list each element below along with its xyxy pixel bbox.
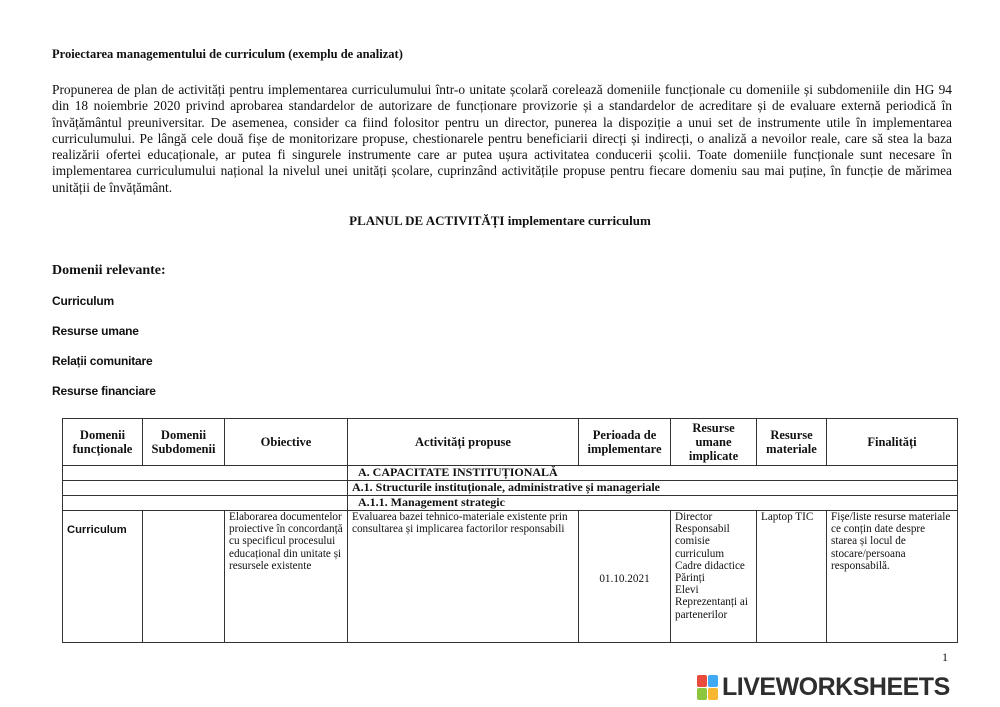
domain-item-resurse-umane: Resurse umane — [52, 324, 139, 338]
cell-subdomain — [143, 511, 225, 643]
header-cell: Resurse umane implicate — [671, 419, 757, 466]
subsubsection-row — [63, 496, 958, 511]
cell-outcomes: Fișe/liste resurse materiale ce conțin date despre starea și locul de stocare/persoana responsabilă. — [827, 511, 958, 643]
table-header-row — [63, 419, 958, 466]
liveworksheets-logo[interactable] — [697, 672, 950, 702]
resource-line: Cadre didactice — [675, 559, 745, 572]
resource-line: Elevi — [675, 584, 699, 597]
header-cell: Resurse materiale — [757, 419, 827, 466]
header-cell: Obiective — [225, 419, 348, 466]
domain-item-relatii-comunitare: Relații comunitare — [52, 354, 153, 368]
section-a11-label: A.1.1. Management strategic — [348, 496, 958, 511]
cell-period: 01.10.2021 — [579, 511, 671, 643]
resource-line: Reprezentanți ai partenerilor — [675, 596, 748, 621]
domain-item-curriculum: Curriculum — [52, 294, 115, 308]
subsection-row — [63, 481, 958, 496]
resource-line: Responsabil comisie curriculum — [675, 523, 730, 560]
resource-line: Director — [675, 511, 713, 523]
section-a1-label: A.1. Structurile instituționale, administrative și manageriale — [348, 481, 958, 496]
cell-objective: Elaborarea documentelor proiective în concordanță cu specificul procesului educațional din unitate și resursele existente — [225, 511, 348, 643]
header-cell: Activități propuse — [348, 419, 579, 466]
header-cell: Domenii Subdomenii — [143, 419, 225, 466]
activity-plan-table — [62, 418, 958, 643]
cell-activity: Evaluarea bazei tehnico-materiale existente prin consultarea și implicarea factorilor responsabili — [348, 511, 579, 643]
header-cell: Domenii funcționale — [63, 419, 143, 466]
header-cell: Finalități — [827, 419, 958, 466]
resource-line: Părinți — [675, 572, 705, 585]
cell-human-resources — [671, 511, 757, 643]
logo-icon — [697, 675, 718, 700]
section-a-label: A. CAPACITATE INSTITUȚIONALĂ — [348, 466, 958, 481]
domain-item-resurse-financiare: Resurse financiare — [52, 384, 156, 398]
document-title: Proiectarea managementului de curriculum (exemplu de analizat) — [52, 47, 403, 61]
cell-domain: Curriculum — [63, 511, 143, 643]
cell-material-resources: Laptop TIC — [757, 511, 827, 643]
section-row — [63, 466, 958, 481]
intro-paragraph: Propunerea de plan de activități pentru implementarea curriculumului într-o unitate școlară corelează domeniile funcționale cu domeniile și subdomeniile din HG 94 din 18 noiembrie 2020 privind aprobarea standardelor de autorizare de funcționare provizorie și a standardelor de acreditare și de evaluare externă periodică în învățământul preuniversitar. De asemenea, consider ca fiind folositor pentru un director, punerea la dispoziție a unui set de instrumente utile în implementarea curriculumului. Pe lângă cele două fișe de monitorizare propuse, chestionarele pentru beneficiarii direcți și indirecți, o analiză a nevoilor reale, care să stea la baza realizării ofertei educaționale, ar putea fi singurele instrumente care ar putea ușura activitatea conducerii școlii. Toate domeniile funcționale sunt necesare în implementarea curriculumului național la nivelul unei unități școlare, cuprinzând activitățile propuse pentru fiecare domeniu sau mai puține, în funcție de mărimea unității de învățământ. — [52, 82, 952, 195]
header-cell: Perioada de implementare — [579, 419, 671, 466]
domains-heading: Domenii relevante: — [52, 263, 166, 278]
plan-title: PLANUL DE ACTIVITĂȚI implementare curriculum — [349, 213, 651, 228]
logo-text: LIVEWORKSHEETS — [722, 672, 950, 701]
table-row — [63, 511, 958, 643]
page-number: 1 — [942, 650, 948, 664]
